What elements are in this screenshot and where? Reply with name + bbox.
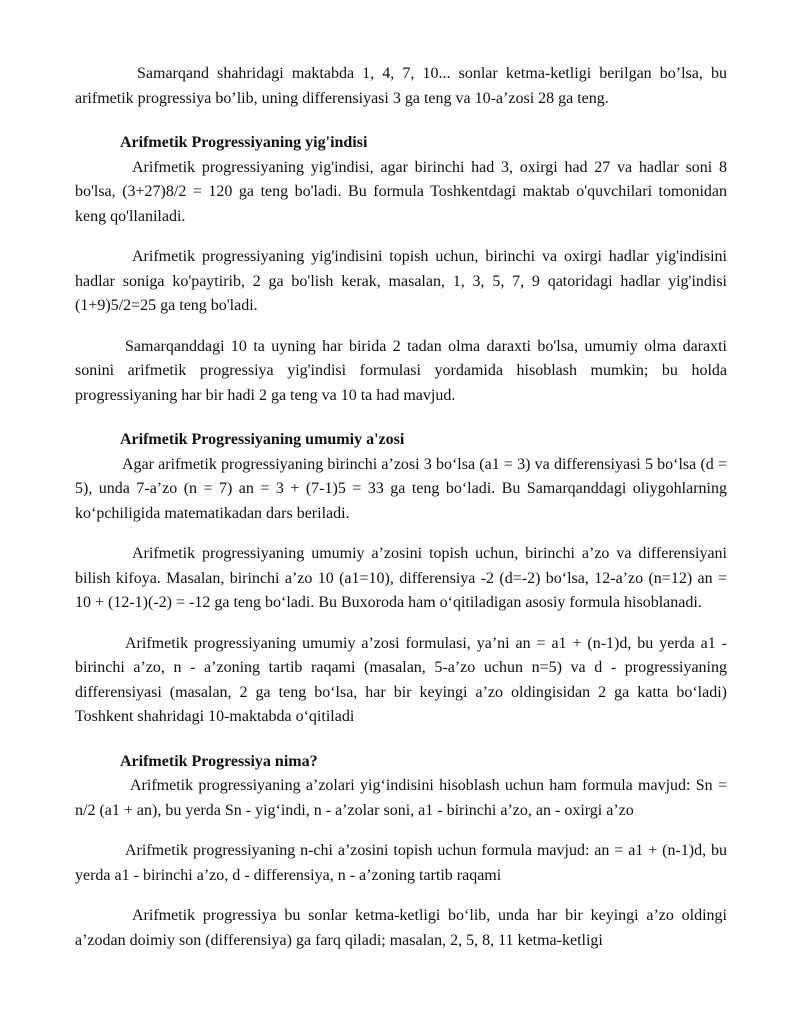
paragraph-nth-term-formula: Arifmetik progressiyaning n-chi a’zosini topish uchun formula mavjud: an = a1 + (n-1)d, bu yerda a1 - birinchi a’zo, d - differensiya, n - a’zoning tartib raqami (75, 842, 727, 884)
heading-general-term: Arifmetik Progressiyaning umumiy a'zosi (120, 431, 405, 448)
paragraph-apple-trees: Samarqanddagi 10 ta uyning har birida 2 tadan olma daraxti bo'lsa, umumiy olma daraxti sonini arifmetik progressiya yig'indisi formulasi yordamida hisoblash mumkin; bu holda progressiyaning har bir hadi 2 ga teng va 10 ta had mavjud. (75, 337, 727, 404)
spacer (75, 888, 727, 904)
spacer (75, 319, 727, 335)
spacer (75, 229, 727, 245)
spacer (75, 526, 727, 542)
heading-progression-sum: Arifmetik Progressiyaning yig'indisi (120, 134, 368, 151)
spacer (75, 730, 727, 750)
paragraph-sum-formula: Arifmetik progressiyaning a’zolari yig‘indisini hisoblash uchun ham formula mavjud: Sn = n/2 (a1 + an), bu yerda Sn - yig‘indi, n - a’zolar soni, a1 - birinchi a’zo, an - oxirgi a’zo (75, 777, 727, 819)
spacer (75, 408, 727, 428)
paragraph-general-term-example: Agar arifmetik progressiyaning birinchi a’zosi 3 bo‘lsa (a1 = 3) va differensiyasi 5 bo‘lsa (d = 5), unda 7-a’zo (n = 7) an = 3 + (7-1)5 = 33 ga teng bo‘ladi. Bu Samarqanddagi oliygohlarning ko‘pchiligida matematikadan dars beriladi. (75, 455, 727, 522)
spacer (75, 616, 727, 632)
paragraph-sum-method: Arifmetik progressiyaning yig'indisini topish uchun, birinchi va oxirgi hadlar yig'indisini hadlar soniga ko'paytirib, 2 ga bo'lish kerak, masalan, 1, 3, 5, 7, 9 qatoridagi hadlar yig'indisi (1+9)5/2=25 ga teng bo'ladi. (75, 248, 727, 314)
paragraph-samarqand-sequence: Samarqand shahridagi maktabda 1, 4, 7, 10... sonlar ketma-ketligi berilgan bo’lsa, bu arifmetik progressiya bo’lib, uning differensiyasi 3 ga teng va 10-a’zosi 28 ga teng. (75, 65, 727, 107)
heading-what-is-progression: Arifmetik Progressiya nima? (120, 752, 318, 770)
document-page (75, 62, 727, 953)
paragraph-general-term-method: Arifmetik progressiyaning umumiy a’zosini topish uchun, birinchi a’zo va differensiyani bilish kifoya. Masalan, birinchi a’zo 10 (a1=10), differensiya -2 (d=-2) bo‘lsa, 12-a’zo (n=12) an = 10 + (12-1)(-2) = -12 ga teng bo‘ladi. Bu Buxoroda ham o‘qitiladigan asosiy formula hisoblanadi. (75, 545, 727, 611)
spacer (75, 823, 727, 839)
paragraph-sum-example: Arifmetik progressiyaning yig'indisi, agar birinchi had 3, oxirgi had 27 va hadlar soni 8 bo'lsa, (3+27)8/2 = 120 ga teng bo'ladi. Bu formula Toshkentdagi maktab o'quvchilari tomonidan keng qo'llaniladi. (75, 158, 727, 225)
paragraph-definition: Arifmetik progressiya bu sonlar ketma-ketligi bo‘lib, unda har bir keyingi a’zo oldingi a’zodan doimiy son (differensiya) ga farq qiladi; masalan, 2, 5, 8, 11 ketma-ketligi (75, 907, 727, 949)
spacer (75, 111, 727, 131)
paragraph-general-term-formula: Arifmetik progressiyaning umumiy a’zosi formulasi, ya’ni an = a1 + (n-1)d, bu yerda a1 - birinchi a’zo, n - a’zoning tartib raqami (masalan, 5-a’zo uchun n=5) va d - progressiyaning differensiyasi (masalan, 2 ga teng bo‘lsa, har bir keyingi a’zo oldingisidan 2 ga katta bo‘ladi) Toshkent shahridagi 10-maktabda o‘qitiladi (75, 634, 727, 725)
